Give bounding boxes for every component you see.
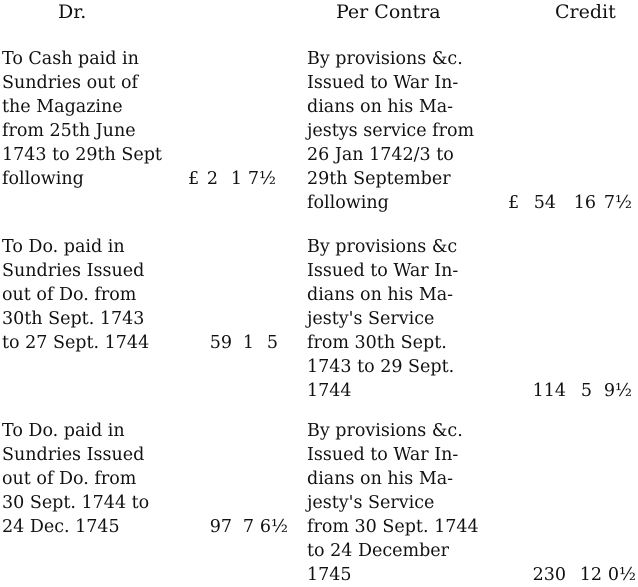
credit-entry-line: 1745 — [307, 565, 352, 585]
amount-shillings: 1 — [230, 169, 242, 189]
credit-entry-line: 26 Jan 1742/3 to — [307, 145, 454, 165]
debit-entry-line: Sundries out of — [2, 73, 139, 93]
debit-entry-line: the Magazine — [2, 97, 123, 117]
pound-sign: £ — [508, 193, 520, 213]
credit-column-header: Credit — [555, 1, 616, 23]
credit-entry-line: jesty's Service — [307, 309, 435, 329]
debit-entry-line: to 27 Sept. 1744 — [2, 333, 150, 353]
debit-entry-1 — [2, 47, 162, 191]
debit-entry-line: from 25th June — [2, 121, 136, 141]
amount-shillings: 7 — [242, 517, 254, 537]
amount-pence: 9½ — [603, 381, 632, 401]
amount-shillings: 1 — [242, 333, 254, 353]
credit-entry-line: dians on his Ma- — [307, 469, 454, 489]
debit-entry-2 — [2, 235, 149, 355]
credit-entry-3 — [307, 419, 479, 587]
debit-entry-line: To Do. paid in — [2, 421, 125, 441]
amount-pence: 6½ — [259, 517, 288, 537]
debit-amount-2 — [188, 331, 278, 355]
debit-entry-line: 1743 to 29th Sept — [2, 145, 162, 165]
debit-entry-3 — [2, 419, 149, 539]
credit-entry-line: By provisions &c — [307, 237, 458, 257]
debit-entry-line: To Do. paid in — [2, 237, 125, 257]
debit-entry-line: 30th Sept. 1743 — [2, 309, 145, 329]
debit-entry-line: 30 Sept. 1744 to — [2, 493, 150, 513]
credit-entry-line: 1743 to 29 Sept. — [307, 357, 455, 377]
credit-amount-3 — [508, 563, 636, 587]
debit-entry-line: 24 Dec. 1745 — [2, 517, 120, 537]
debit-entry-line: following — [2, 169, 84, 189]
amount-shillings: 16 — [573, 193, 596, 213]
amount-pence: 7½ — [247, 169, 276, 189]
credit-entry-line: By provisions &c. — [307, 421, 463, 441]
debit-amount-1 — [188, 167, 276, 191]
pound-sign: £ — [188, 169, 200, 189]
credit-entry-line: from 30th Sept. — [307, 333, 447, 353]
amount-pounds: 114 — [532, 381, 566, 401]
credit-amount-1 — [508, 191, 632, 215]
amount-pounds: 2 — [206, 169, 218, 189]
credit-entry-line: dians on his Ma- — [307, 97, 454, 117]
credit-entry-line: from 30 Sept. 1744 — [307, 517, 479, 537]
debit-entry-line: Sundries Issued — [2, 261, 145, 281]
credit-entry-line: Issued to War In- — [307, 73, 459, 93]
amount-shillings: 5 — [580, 381, 592, 401]
credit-entry-line: Issued to War In- — [307, 445, 459, 465]
credit-entry-line: 1744 — [307, 381, 352, 401]
credit-entry-line: By provisions &c. — [307, 49, 463, 69]
credit-entry-line: jesty's Service — [307, 493, 435, 513]
debit-entry-line: Sundries Issued — [2, 445, 145, 465]
credit-entry-line: to 24 December — [307, 541, 450, 561]
credit-entry-1 — [307, 47, 474, 215]
credit-entry-line: jestys service from — [307, 121, 475, 141]
debit-amount-3 — [188, 515, 288, 539]
credit-entry-line: 29th September — [307, 169, 451, 189]
amount-pence: 0½ — [607, 565, 636, 585]
amount-pounds: 97 — [209, 517, 232, 537]
contra-column-header: Per Contra — [336, 1, 441, 23]
credit-entry-line: dians on his Ma- — [307, 285, 454, 305]
amount-shillings: 12 — [579, 565, 602, 585]
credit-amount-2 — [508, 379, 632, 403]
credit-entry-2 — [307, 235, 458, 403]
debit-entry-line: out of Do. from — [2, 285, 137, 305]
amount-pence: 7½ — [603, 193, 632, 213]
amount-pounds: 54 — [533, 193, 556, 213]
credit-entry-line: following — [307, 193, 389, 213]
debit-entry-line: out of Do. from — [2, 469, 137, 489]
amount-pounds: 59 — [209, 333, 232, 353]
debit-entry-line: To Cash paid in — [2, 49, 139, 69]
amount-pence: 5 — [266, 333, 278, 353]
credit-entry-line: Issued to War In- — [307, 261, 459, 281]
debit-column-header: Dr. — [58, 1, 87, 23]
amount-pounds: 230 — [532, 565, 566, 585]
